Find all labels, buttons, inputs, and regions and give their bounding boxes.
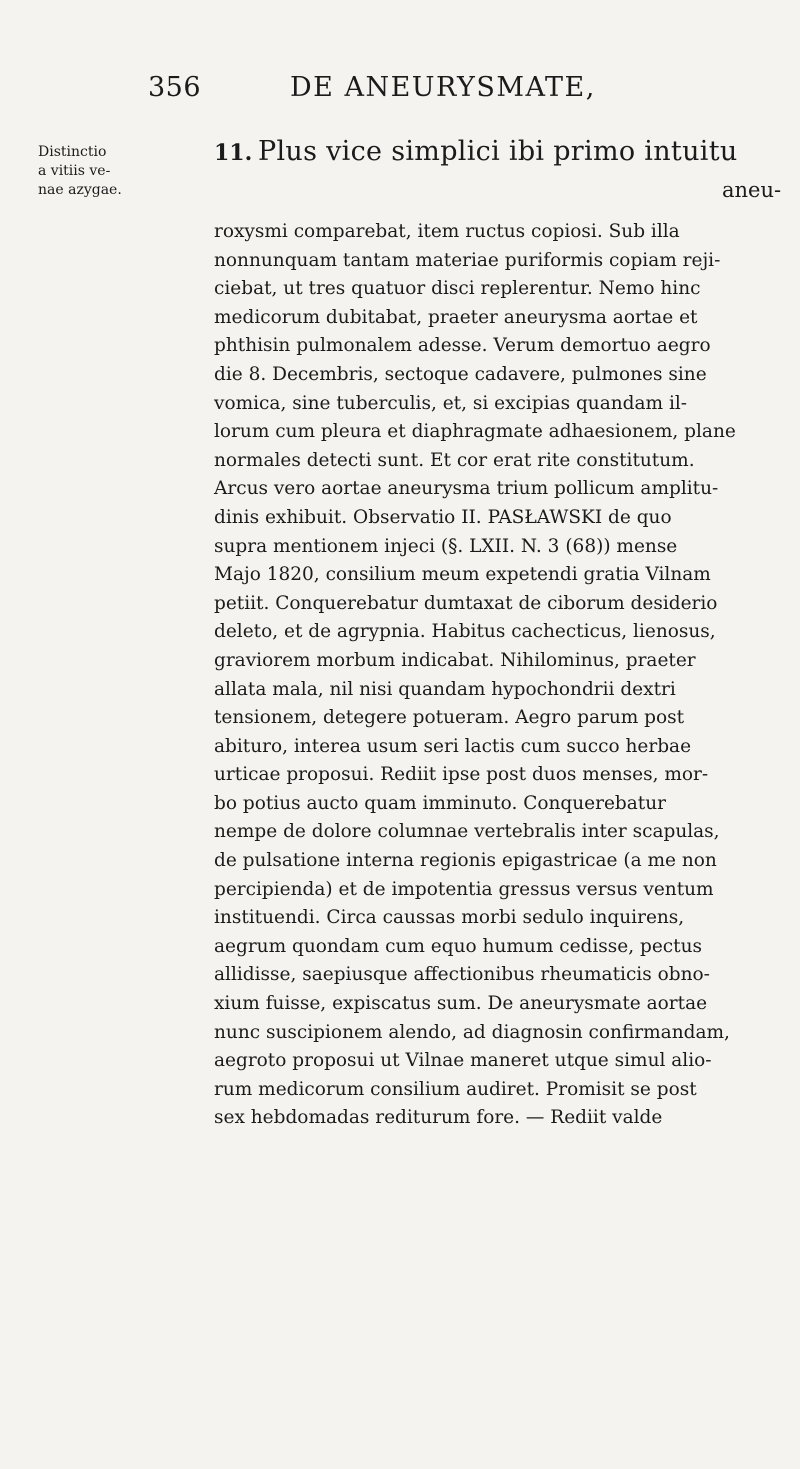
text-line: rum medicorum consilium audiret. Promisit se post [214,1078,697,1100]
section-number: 11. [214,140,253,166]
text-line: aegrum quondam cum equo humum cedisse, pectus [214,935,703,957]
text-line: xium fuisse, expiscatus sum. De aneurysmate aortae [214,993,708,1015]
margin-note [38,143,178,200]
text-line: vomica, sine tuberculis, et, si excipias quandam il- [214,392,688,414]
running-head [0,72,800,112]
text-line: nempe de dolore columnae vertebralis inter scapulas, [214,821,720,843]
section-heading [214,136,774,172]
text-line: bo potius aucto quam imminuto. Conquerebatur [214,792,666,814]
text-line: tensionem, detegere potueram. Aegro parum post [214,707,685,729]
text-line: normales detecti sunt. Et cor erat rite constitutum. [214,449,695,471]
text-line: instituendi. Circa caussas morbi sedulo inquirens, [214,907,685,929]
text-line: supra mentionem injeci (§. LXII. N. 3 (68)) mense [214,535,678,557]
text-line: nonnunquam tantam materiae puriformis copiam reji- [214,249,721,271]
text-line: dinis exhibuit. Observatio II. PASŁAWSKI de quo [214,506,672,528]
text-line: graviorem morbum indicabat. Nihilominus, praeter [214,649,696,671]
margin-note-line: Distinctio [38,144,107,160]
margin-note-line: a vitiis ve- [38,163,111,179]
text-line: deleto, et de agrypnia. Habitus cachecticus, lienosus, [214,621,716,643]
text-line: de pulsatione interna regionis epigastricae (a me non [214,850,717,872]
text-line: allidisse, saepiusque affectionibus rheumaticis obno- [214,964,710,986]
text-line: medicorum dubitabat, praeter aneurysma aortae et [214,306,698,328]
body-text [214,218,774,1133]
text-line: die 8. Decembris, sectoque cadavere, pulmones sine [214,363,707,385]
text-line: sex hebdomadas rediturum fore. — Rediit valde [214,1107,663,1129]
text-line: petiit. Conquerebatur dumtaxat de ciborum desiderio [214,592,718,614]
text-line: aegroto proposui ut Vilnae maneret utque simul alio- [214,1050,712,1072]
section-heading-text: Plus vice simplici ibi primo intuitu [258,136,738,167]
text-line: urticae proposui. Rediit ipse post duos menses, mor- [214,764,709,786]
text-line: Majo 1820, consilium meum expetendi gratia Vilnam [214,564,711,586]
text-line: percipienda) et de impotentia gressus versus ventum [214,878,714,900]
page-number: 356 [148,72,202,103]
section-heading-end: aneu- [722,178,782,202]
text-line: lorum cum pleura et diaphragmate adhaesionem, plane [214,421,736,443]
text-line: roxysmi comparebat, item ructus copiosi. Sub illa [214,221,680,242]
text-line: nunc suscipionem alendo, ad diagnosin confirmandam, [214,1021,730,1043]
running-title: DE ANEURYSMATE, [290,72,596,103]
text-line: phthisin pulmonalem adesse. Verum demortuo aegro [214,335,711,357]
text-line: abituro, interea usum seri lactis cum succo herbae [214,735,692,757]
margin-note-line: nae azygae. [38,182,122,198]
text-line: allata mala, nil nisi quandam hypochondrii dextri [214,678,676,700]
text-line: ciebat, ut tres quatuor disci replerentur. Nemo hinc [214,278,701,300]
text-line: Arcus vero aortae aneurysma trium pollicum amplitu- [214,478,719,500]
